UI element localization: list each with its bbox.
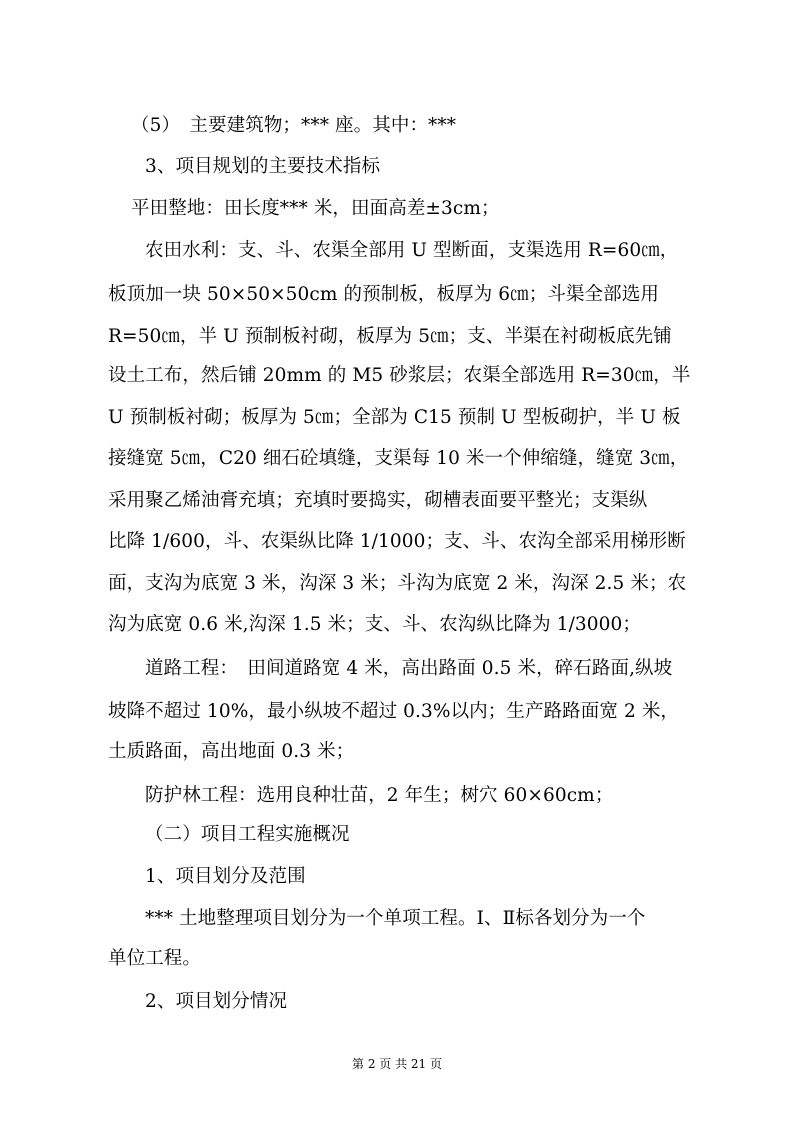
paragraph-division-line-2: 单位工程。 <box>108 948 202 969</box>
paragraph-irrigation-line-7: 采用聚乙烯油膏充填；充填时要捣实，砌槽表面要平整光；支渠纵 <box>108 490 648 511</box>
section-heading-3: 3、项目规划的主要技术指标 <box>145 156 381 177</box>
paragraph-forest: 防护林工程：选用良种壮苗，2 年生；树穴 60×60cm； <box>145 785 614 806</box>
page-footer: 第 2 页 共 21 页 <box>352 1057 442 1071</box>
paragraph-division-line-1: *** 土地整理项目划分为一个单项工程。Ⅰ、Ⅱ标各划分为一个 <box>145 908 646 929</box>
paragraph-road-line-1: 道路工程： 田间道路宽 4 米，高出路面 0.5 米，碎石路面,纵坡 <box>145 658 673 679</box>
text-line-1: （5） 主要建筑物；*** 座。其中：*** <box>131 115 457 136</box>
paragraph-irrigation-line-1: 农田水利：支、斗、农渠全部用 U 型断面，支渠选用 R=60㎝， <box>145 240 679 261</box>
subsection-heading-2: 2、项目划分情况 <box>145 991 288 1012</box>
subsection-heading-1: 1、项目划分及范围 <box>145 866 306 887</box>
paragraph-irrigation-line-8: 比降 1/600，斗、农渠纵比降 1/1000；支、斗、农沟全部采用梯形断 <box>108 531 686 552</box>
paragraph-irrigation-line-2: 板顶加一块 50×50×50cm 的预制板，板厚为 6㎝；斗渠全部选用 <box>108 284 659 305</box>
paragraph-irrigation-line-3: R=50㎝，半 U 预制板衬砌，板厚为 5㎝；支、半渠在衬砌板底先铺 <box>108 326 672 347</box>
paragraph-irrigation-line-9: 面，支沟为底宽 3 米，沟深 3 米；斗沟为底宽 2 米，沟深 2.5 米；农 <box>108 573 687 594</box>
paragraph-irrigation-line-4: 设土工布，然后铺 20mm 的 M5 砂浆层；农渠全部选用 R=30㎝，半 <box>108 365 691 386</box>
paragraph-road-line-3: 土质路面，高出地面 0.3 米； <box>108 741 355 762</box>
text-line-3: 平田整地：田长度*** 米，田面高差±3cm； <box>131 198 500 219</box>
paragraph-irrigation-line-5: U 预制板衬砌；板厚为 5㎝；全部为 C15 预制 U 型板砌护，半 U 板 <box>108 407 681 428</box>
section-heading-2: （二）项目工程实施概况 <box>145 824 350 845</box>
paragraph-road-line-2: 坡降不超过 10%，最小纵坡不超过 0.3%以内；生产路路面宽 2 米， <box>108 701 680 722</box>
paragraph-irrigation-line-6: 接缝宽 5㎝，C20 细石砼填缝，支渠每 10 米一个伸缩缝，缝宽 3㎝， <box>108 448 689 469</box>
paragraph-irrigation-line-10: 沟为底宽 0.6 米,沟深 1.5 米；支、斗、农沟纵比降为 1/3000； <box>108 614 642 635</box>
